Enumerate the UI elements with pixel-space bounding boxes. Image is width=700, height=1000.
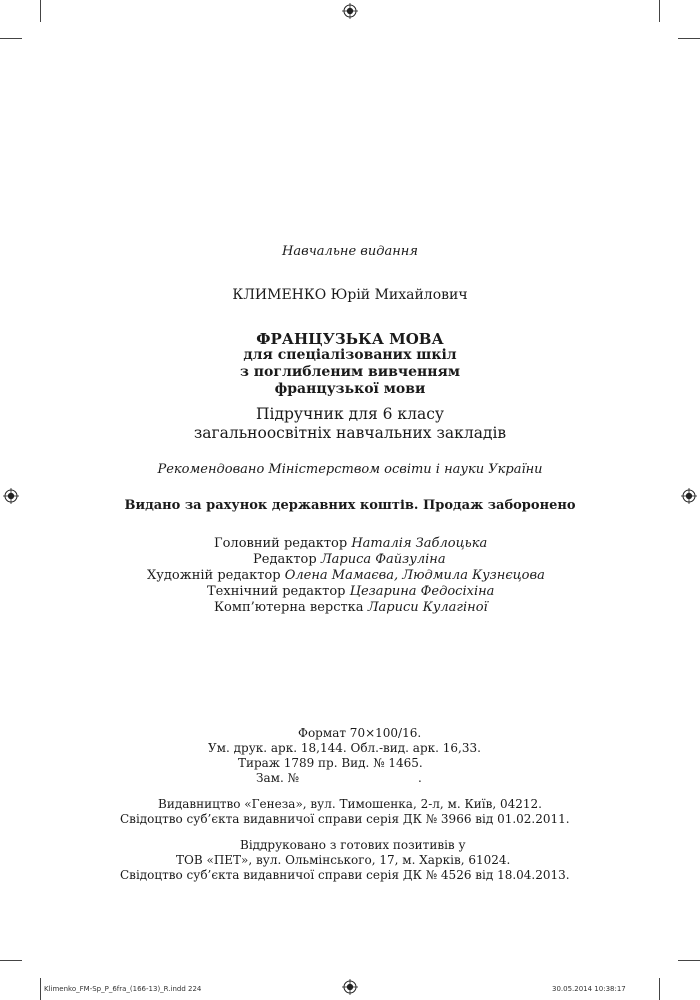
printer-address: ТОВ «ПЕТ», вул. Ольмінського, 17, м. Харків, 61024. xyxy=(176,853,511,867)
subtitle-line: для спеціалізованих шкіл xyxy=(243,347,457,363)
funding-note: Видано за рахунок державних коштів. Продаж заборонено xyxy=(124,498,576,513)
print-sheets: Ум. друк. арк. 18,144. Обл.-вид. арк. 16,33. xyxy=(208,741,481,755)
order-number-label: Зам. № xyxy=(256,771,299,785)
credit-line xyxy=(214,600,488,616)
credit-name: Олена Мамаєва, Людмила Кузнєцова xyxy=(284,568,545,583)
credit-line xyxy=(253,552,446,568)
credit-role: Комп’ютерна верстка xyxy=(214,600,364,615)
publisher-address: Видавництво «Генеза», вул. Тимошенка, 2-л, м. Київ, 04212. xyxy=(158,797,542,811)
crop-mark-right-top xyxy=(678,38,700,39)
credit-name: Цезарина Федосіхіна xyxy=(349,584,495,599)
crop-mark-bottom-left xyxy=(40,978,41,1000)
credit-name: Лариса Файзуліна xyxy=(320,552,446,567)
credit-name: Наталія Заблоцька xyxy=(351,536,488,551)
file-timestamp: 30.05.2014 10:38:17 xyxy=(552,985,626,993)
credit-role: Художній редактор xyxy=(147,568,281,583)
crop-mark-right-bottom xyxy=(678,960,700,961)
file-slug: Klimenko_FM-Sp_P_6fra_(166-13)_R.indd 224 xyxy=(44,985,202,993)
credit-line xyxy=(214,536,487,552)
registration-mark-icon xyxy=(342,3,358,19)
subtitle-line: з поглибленим вивченням xyxy=(239,364,460,380)
crop-mark-left-top xyxy=(0,38,22,39)
edition-type: Навчальне видання xyxy=(282,244,418,259)
crop-mark-top-right xyxy=(659,0,660,22)
subtitle-line: французької мови xyxy=(274,381,426,397)
ministry-recommendation: Рекомендовано Міністерством освіти і науки України xyxy=(157,462,543,477)
crop-mark-left-bottom xyxy=(0,960,22,961)
printer-certificate: Свідоцтво суб’єкта видавничої справи серія ДК № 4526 від 18.04.2013. xyxy=(120,868,570,882)
print-format: Формат 70×100/16. xyxy=(298,726,422,740)
book-subtitle xyxy=(0,347,700,398)
credit-line xyxy=(207,584,494,600)
print-run: Тираж 1789 пр. Вид. № 1465. xyxy=(238,756,423,770)
printer-intro: Віддруковано з готових позитивів у xyxy=(240,838,466,852)
publisher-certificate: Свідоцтво суб’єкта видавничої справи серія ДК № 3966 від 01.02.2011. xyxy=(120,812,570,826)
textbook-line: Підручник для 6 класу xyxy=(255,405,445,423)
crop-mark-bottom-right xyxy=(659,978,660,1000)
order-number-end: . xyxy=(418,771,422,785)
credit-role: Головний редактор xyxy=(214,536,348,551)
registration-mark-icon xyxy=(342,979,358,995)
author-name: КЛИМЕНКО Юрій Михайлович xyxy=(232,287,468,303)
textbook-line: загальноосвітніх навчальних закладів xyxy=(193,424,507,442)
credit-name: Лариси Кулагіної xyxy=(367,600,488,615)
credit-role: Редактор xyxy=(253,552,317,567)
textbook-description xyxy=(0,405,700,443)
credit-role: Технічний редактор xyxy=(207,584,346,599)
crop-mark-top-left xyxy=(40,0,41,22)
credit-line xyxy=(147,568,545,584)
book-title: ФРАНЦУЗЬКА МОВА xyxy=(256,330,444,348)
